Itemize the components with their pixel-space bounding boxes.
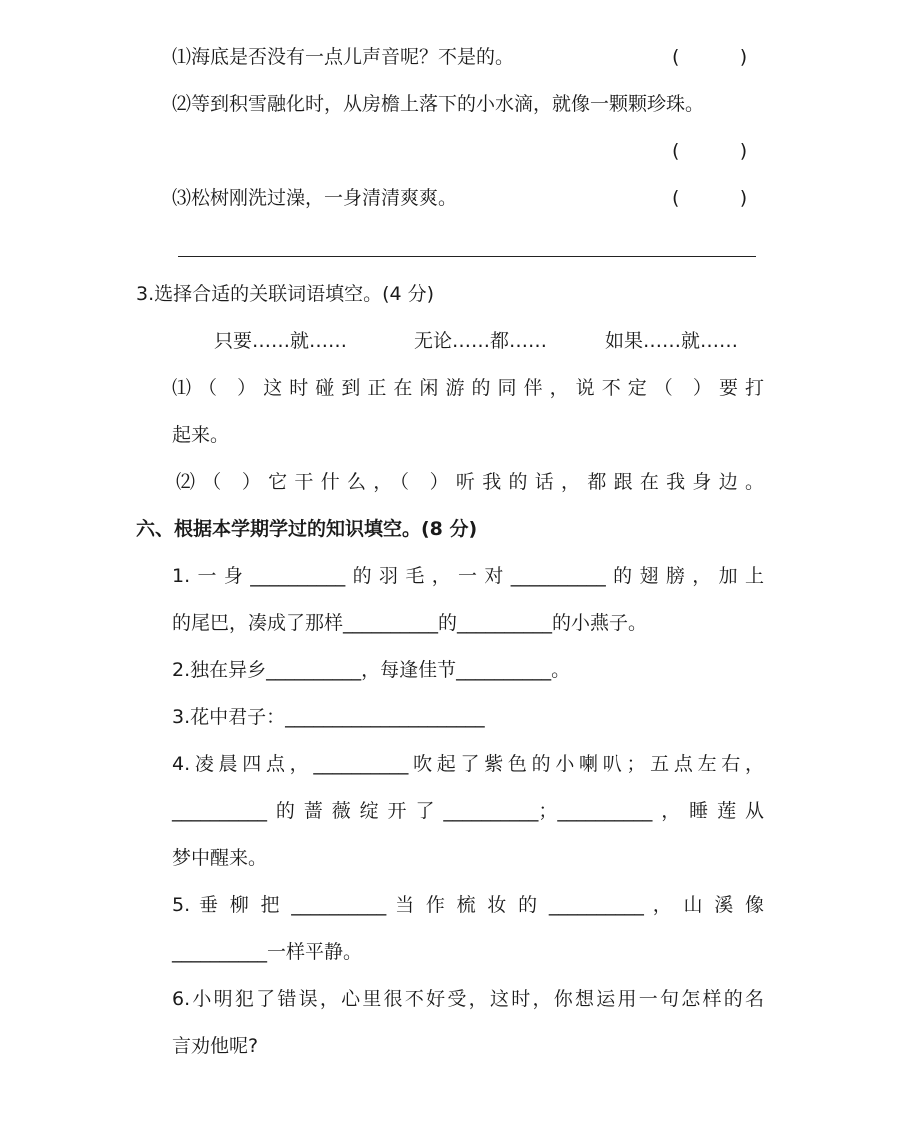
q2-item-2-answer-paren[interactable]: ( ) (672, 140, 748, 162)
section6-q4-line-2[interactable]: __________的蔷薇绽开了__________；__________，睡莲从 (172, 800, 764, 822)
q3-option-2: 无论……都…… (414, 330, 548, 352)
section6-q6-line-2: 言劝他呢? (172, 1035, 259, 1057)
section6-q2[interactable]: 2.独在异乡__________，每逢佳节__________。 (172, 659, 571, 681)
q3-item-2-text[interactable]: ⑵（ ）它干什么，（ ）听我的话，都跟在我身边。 (176, 471, 764, 493)
q3-item-1-line-2: 起来。 (172, 424, 230, 446)
q3-title: 3.选择合适的关联词语填空。(4 分) (136, 283, 435, 305)
section6-q3[interactable]: 3.花中君子：_____________________ (172, 706, 485, 728)
q3-item-1-line-1[interactable]: ⑴（ ）这时碰到正在闲游的同伴，说不定（ ）要打 (172, 377, 764, 399)
section6-q4-line-3: 梦中醒来。 (172, 847, 268, 869)
section6-q5-line-2[interactable]: __________一样平静。 (172, 941, 363, 963)
section6-q6-line-1: 6.小明犯了错误，心里很不好受，这时，你想运用一句怎样的名 (172, 988, 764, 1010)
section6-title: 六、根据本学期学过的知识填空。(8 分) (136, 518, 478, 540)
q2-item-1-answer-paren[interactable]: ( ) (672, 46, 748, 68)
q2-item-3-text: ⑶松树刚洗过澡，一身清清爽爽。 (172, 187, 458, 209)
q2-item-3-answer-paren[interactable]: ( ) (672, 187, 748, 209)
q3-option-3: 如果……就…… (605, 330, 739, 352)
section6-q1-line-2[interactable]: 的尾巴，凑成了那样__________的__________的小燕子。 (172, 612, 648, 634)
q2-item-1-text: ⑴海底是否没有一点儿声音呢？不是的。 (172, 46, 515, 68)
q3-option-1: 只要……就…… (214, 330, 348, 352)
q2-item-2-text: ⑵等到积雪融化时，从房檐上落下的小水滴，就像一颗颗珍珠。 (172, 93, 705, 115)
section6-q1-line-1[interactable]: 1.一身__________的羽毛，一对__________的翅膀，加上 (172, 565, 764, 587)
section6-q5-line-1[interactable]: 5. 垂 柳 把 __________ 当 作 梳 妆 的 __________ ， 山 溪 像 (172, 894, 764, 916)
section6-q4-line-1[interactable]: 4.凌晨四点，__________吹起了紫色的小喇叭；五点左右， (172, 753, 764, 775)
answer-rule-line[interactable] (178, 256, 756, 257)
